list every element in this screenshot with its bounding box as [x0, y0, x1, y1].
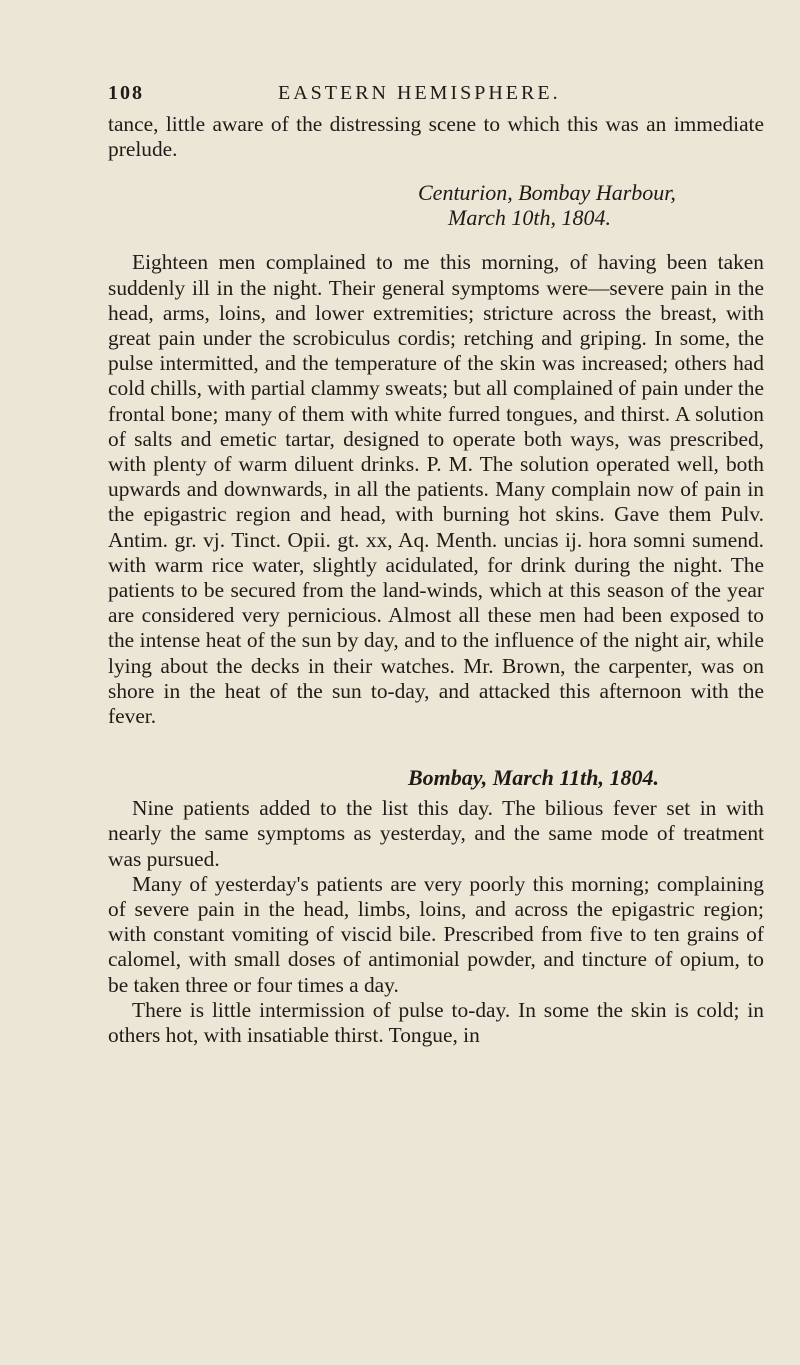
- book-page: [108, 82, 764, 1048]
- paragraph-yesterdays-patients: Many of yesterday's patients are very poorly this morning; complaining of severe pain in the head, limbs, loins, and across the epigastric region; with constant vomiting of viscid bile. Prescribed from five to ten grains of calomel, with small doses of antimonial powder, and tincture of opium, to be taken three or four times a day.: [108, 871, 764, 997]
- running-title: EASTERN HEMISPHERE.: [278, 82, 561, 104]
- dateline-date: March 10th, 1804.: [448, 205, 611, 231]
- paragraph-entry-march-11: Nine patients added to the list this day. The bilious fever set in with nearly the same symptoms as yesterday, and the same mode of treatment was pursued.: [108, 796, 764, 871]
- running-head: [108, 82, 764, 112]
- paragraph-continuation: tance, little aware of the distressing scene to which this was an immediate prelude.: [108, 112, 764, 162]
- paragraph-entry-march-10: Eighteen men complained to me this morning, of having been taken suddenly ill in the night. Their general symptoms were—severe pain in the head, arms, loins, and lower extremities; stricture across the breast, with great pain under the scrobiculus cordis; retching and griping. In some, the pulse intermitted, and the temperature of the skin was increased; others had cold chills, with partial clammy sweats; but all complained of pain under the frontal bone; many of them with white furred tongues, and thirst. A solution of salts and emetic tartar, designed to operate both ways, was prescribed, with plenty of warm diluent drinks. P. M. The solution operated well, both upwards and downwards, in all the patients. Many complain now of pain in the epigastric region and head, with burning hot skins. Gave them Pulv. Antim. gr. vj. Tinct. Opii. gt. xx, Aq. Menth. uncias ij. hora somni sumend. with warm rice water, slightly acidulated, for drink during the night. The patients to be secured from the land-winds, which at this season of the year are considered very pernicious. Almost all these men had been exposed to the intense heat of the sun by day, and to the influence of the night air, while lying about the decks in their watches. Mr. Brown, the carpenter, was on shore in the heat of the sun to-day, and attacked this afternoon with the fever.: [108, 250, 764, 729]
- paragraph-intermission: There is little intermission of pulse to-day. In some the skin is cold; in others hot, with insatiable thirst. Tongue, in: [108, 997, 764, 1048]
- page-number: 108: [108, 82, 144, 104]
- dateline-march-11: Bombay, March 11th, 1804.: [408, 765, 659, 791]
- dateline-place: Centurion, Bombay Harbour,: [418, 180, 676, 206]
